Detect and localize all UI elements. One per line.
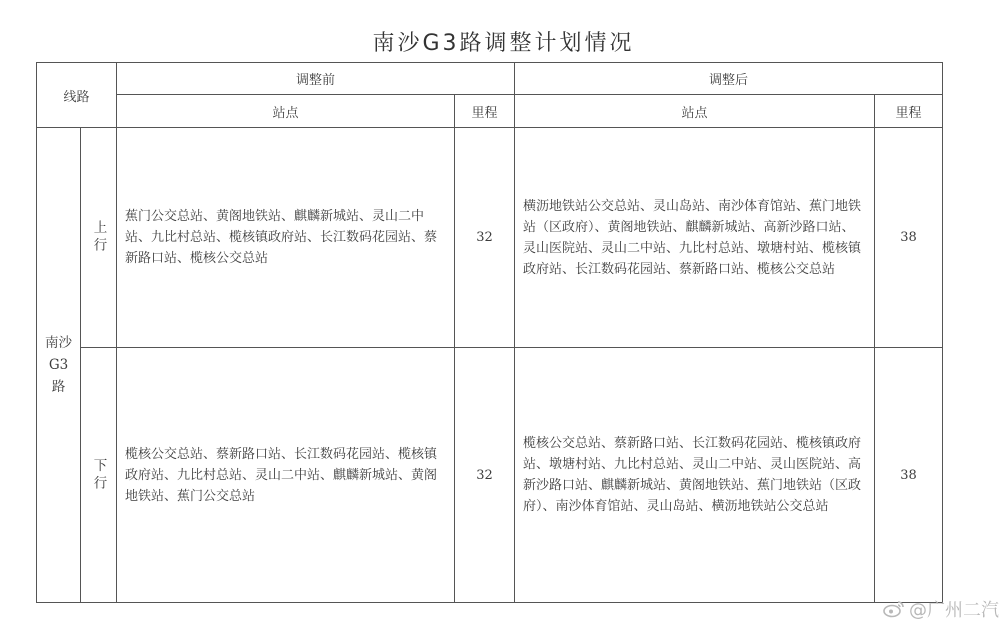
header-after-mileage: 里程 bbox=[875, 95, 943, 128]
route-name: 南沙G3路 bbox=[45, 335, 72, 395]
header-row-sub bbox=[37, 95, 943, 128]
after-mileage: 38 bbox=[875, 128, 943, 348]
header-route: 线路 bbox=[37, 63, 117, 128]
after-mileage: 38 bbox=[875, 348, 943, 603]
before-mileage: 32 bbox=[455, 348, 515, 603]
header-after-stations: 站点 bbox=[515, 95, 875, 128]
before-stations: 榄核公交总站、蔡新路口站、长江数码花园站、榄核镇政府站、九比村总站、灵山二中站、麒麟新城站、黄阁地铁站、蕉门公交总站 bbox=[117, 348, 455, 603]
header-before: 调整前 bbox=[117, 63, 515, 95]
after-stations: 横沥地铁站公交总站、灵山岛站、南沙体育馆站、蕉门地铁站（区政府）、黄阁地铁站、麒麟新城站、高新沙路口站、灵山医院站、灵山二中站、九比村总站、墩塘村站、榄核镇政府站、长江数码花园站、蔡新路口站、榄核公交总站 bbox=[515, 128, 875, 348]
before-stations: 蕉门公交总站、黄阁地铁站、麒麟新城站、灵山二中站、九比村总站、榄核镇政府站、长江数码花园站、蔡新路口站、榄核公交总站 bbox=[117, 128, 455, 348]
watermark bbox=[883, 596, 999, 622]
table-row bbox=[37, 348, 943, 603]
page-title: 南沙G3路调整计划情况 bbox=[372, 31, 635, 56]
header-before-stations: 站点 bbox=[117, 95, 455, 128]
weibo-icon bbox=[883, 600, 905, 618]
direction-label: 上行 bbox=[90, 220, 107, 255]
header-row-top bbox=[37, 63, 943, 95]
direction-cell bbox=[81, 128, 117, 348]
after-stations: 榄核公交总站、蔡新路口站、长江数码花园站、榄核镇政府站、墩塘村站、九比村总站、灵山二中站、灵山医院站、高新沙路口站、麒麟新城站、黄阁地铁站、蕉门地铁站（区政府）、南沙体育馆站、灵山岛站、横沥地铁站公交总站 bbox=[515, 348, 875, 603]
before-mileage: 32 bbox=[455, 128, 515, 348]
table-row bbox=[37, 128, 943, 348]
header-after: 调整后 bbox=[515, 63, 943, 95]
route-name-cell bbox=[37, 128, 81, 603]
direction-label: 下行 bbox=[90, 457, 107, 493]
direction-cell bbox=[81, 348, 117, 603]
route-adjustment-table bbox=[36, 62, 943, 603]
watermark-text: @广州二汽 bbox=[909, 600, 999, 621]
header-before-mileage: 里程 bbox=[455, 95, 515, 128]
